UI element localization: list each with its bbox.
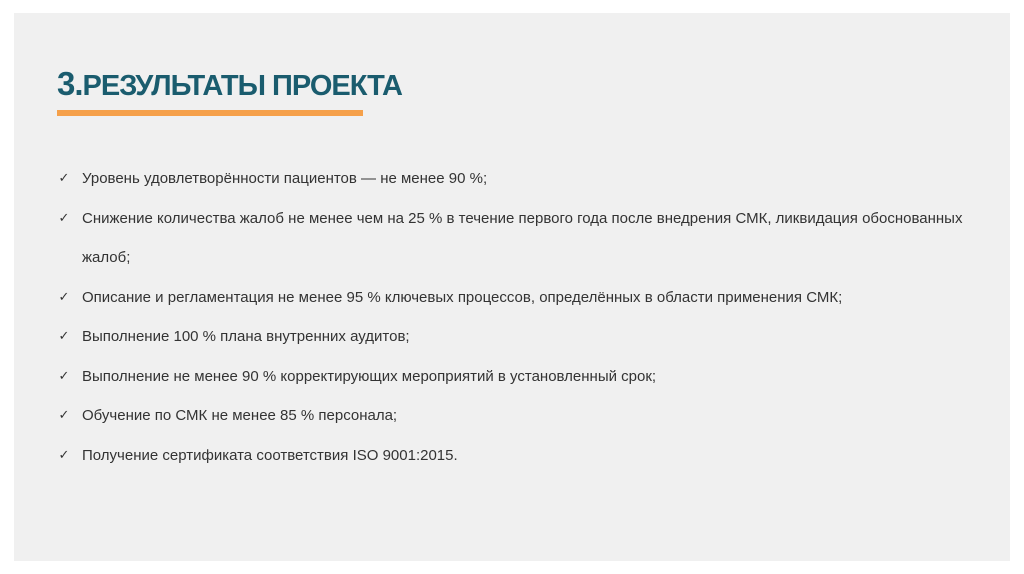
checkmark-icon: ✓ [58, 171, 70, 186]
title-underline [57, 110, 363, 116]
list-item-text: Снижение количества жалоб не менее чем на 25 % в течение первого года после внедрения СМК, ликвидация обоснованных жалоб; [82, 209, 963, 266]
list-item-text: Выполнение 100 % плана внутренних аудитов; [82, 328, 410, 345]
list-item-text: Обучение по СМК не менее 85 % персонала; [82, 407, 398, 424]
checkmark-icon: ✓ [58, 289, 70, 305]
list-item [56, 317, 986, 357]
checkmark-icon: ✓ [58, 329, 70, 344]
list-item [56, 199, 986, 278]
title-text: РЕЗУЛЬТАТЫ ПРОЕКТА [82, 70, 402, 102]
list-item [56, 357, 986, 397]
list-item [56, 396, 986, 436]
checkmark-icon: ✓ [58, 447, 70, 463]
slide-title [57, 67, 402, 103]
checkmark-icon: ✓ [58, 408, 70, 423]
title-block [57, 67, 402, 103]
results-list [56, 159, 986, 475]
list-item-text: Уровень удовлетворённости пациентов — не менее 90 %; [82, 170, 488, 187]
checkmark-icon: ✓ [58, 210, 70, 226]
list-item [56, 278, 986, 318]
slide [14, 13, 1010, 561]
list-item-text: Получение сертификата соответствия ISO 9001:2015. [82, 446, 458, 464]
list-item [56, 436, 986, 476]
list-item [56, 159, 986, 199]
checkmark-icon: ✓ [58, 368, 70, 384]
list-item-text: Выполнение не менее 90 % корректирующих мероприятий в установленный срок; [82, 367, 657, 385]
list-item-text: Описание и регламентация не менее 95 % ключевых процессов, определённых в области применения СМК; [82, 288, 843, 306]
title-number: 3. [57, 65, 83, 102]
